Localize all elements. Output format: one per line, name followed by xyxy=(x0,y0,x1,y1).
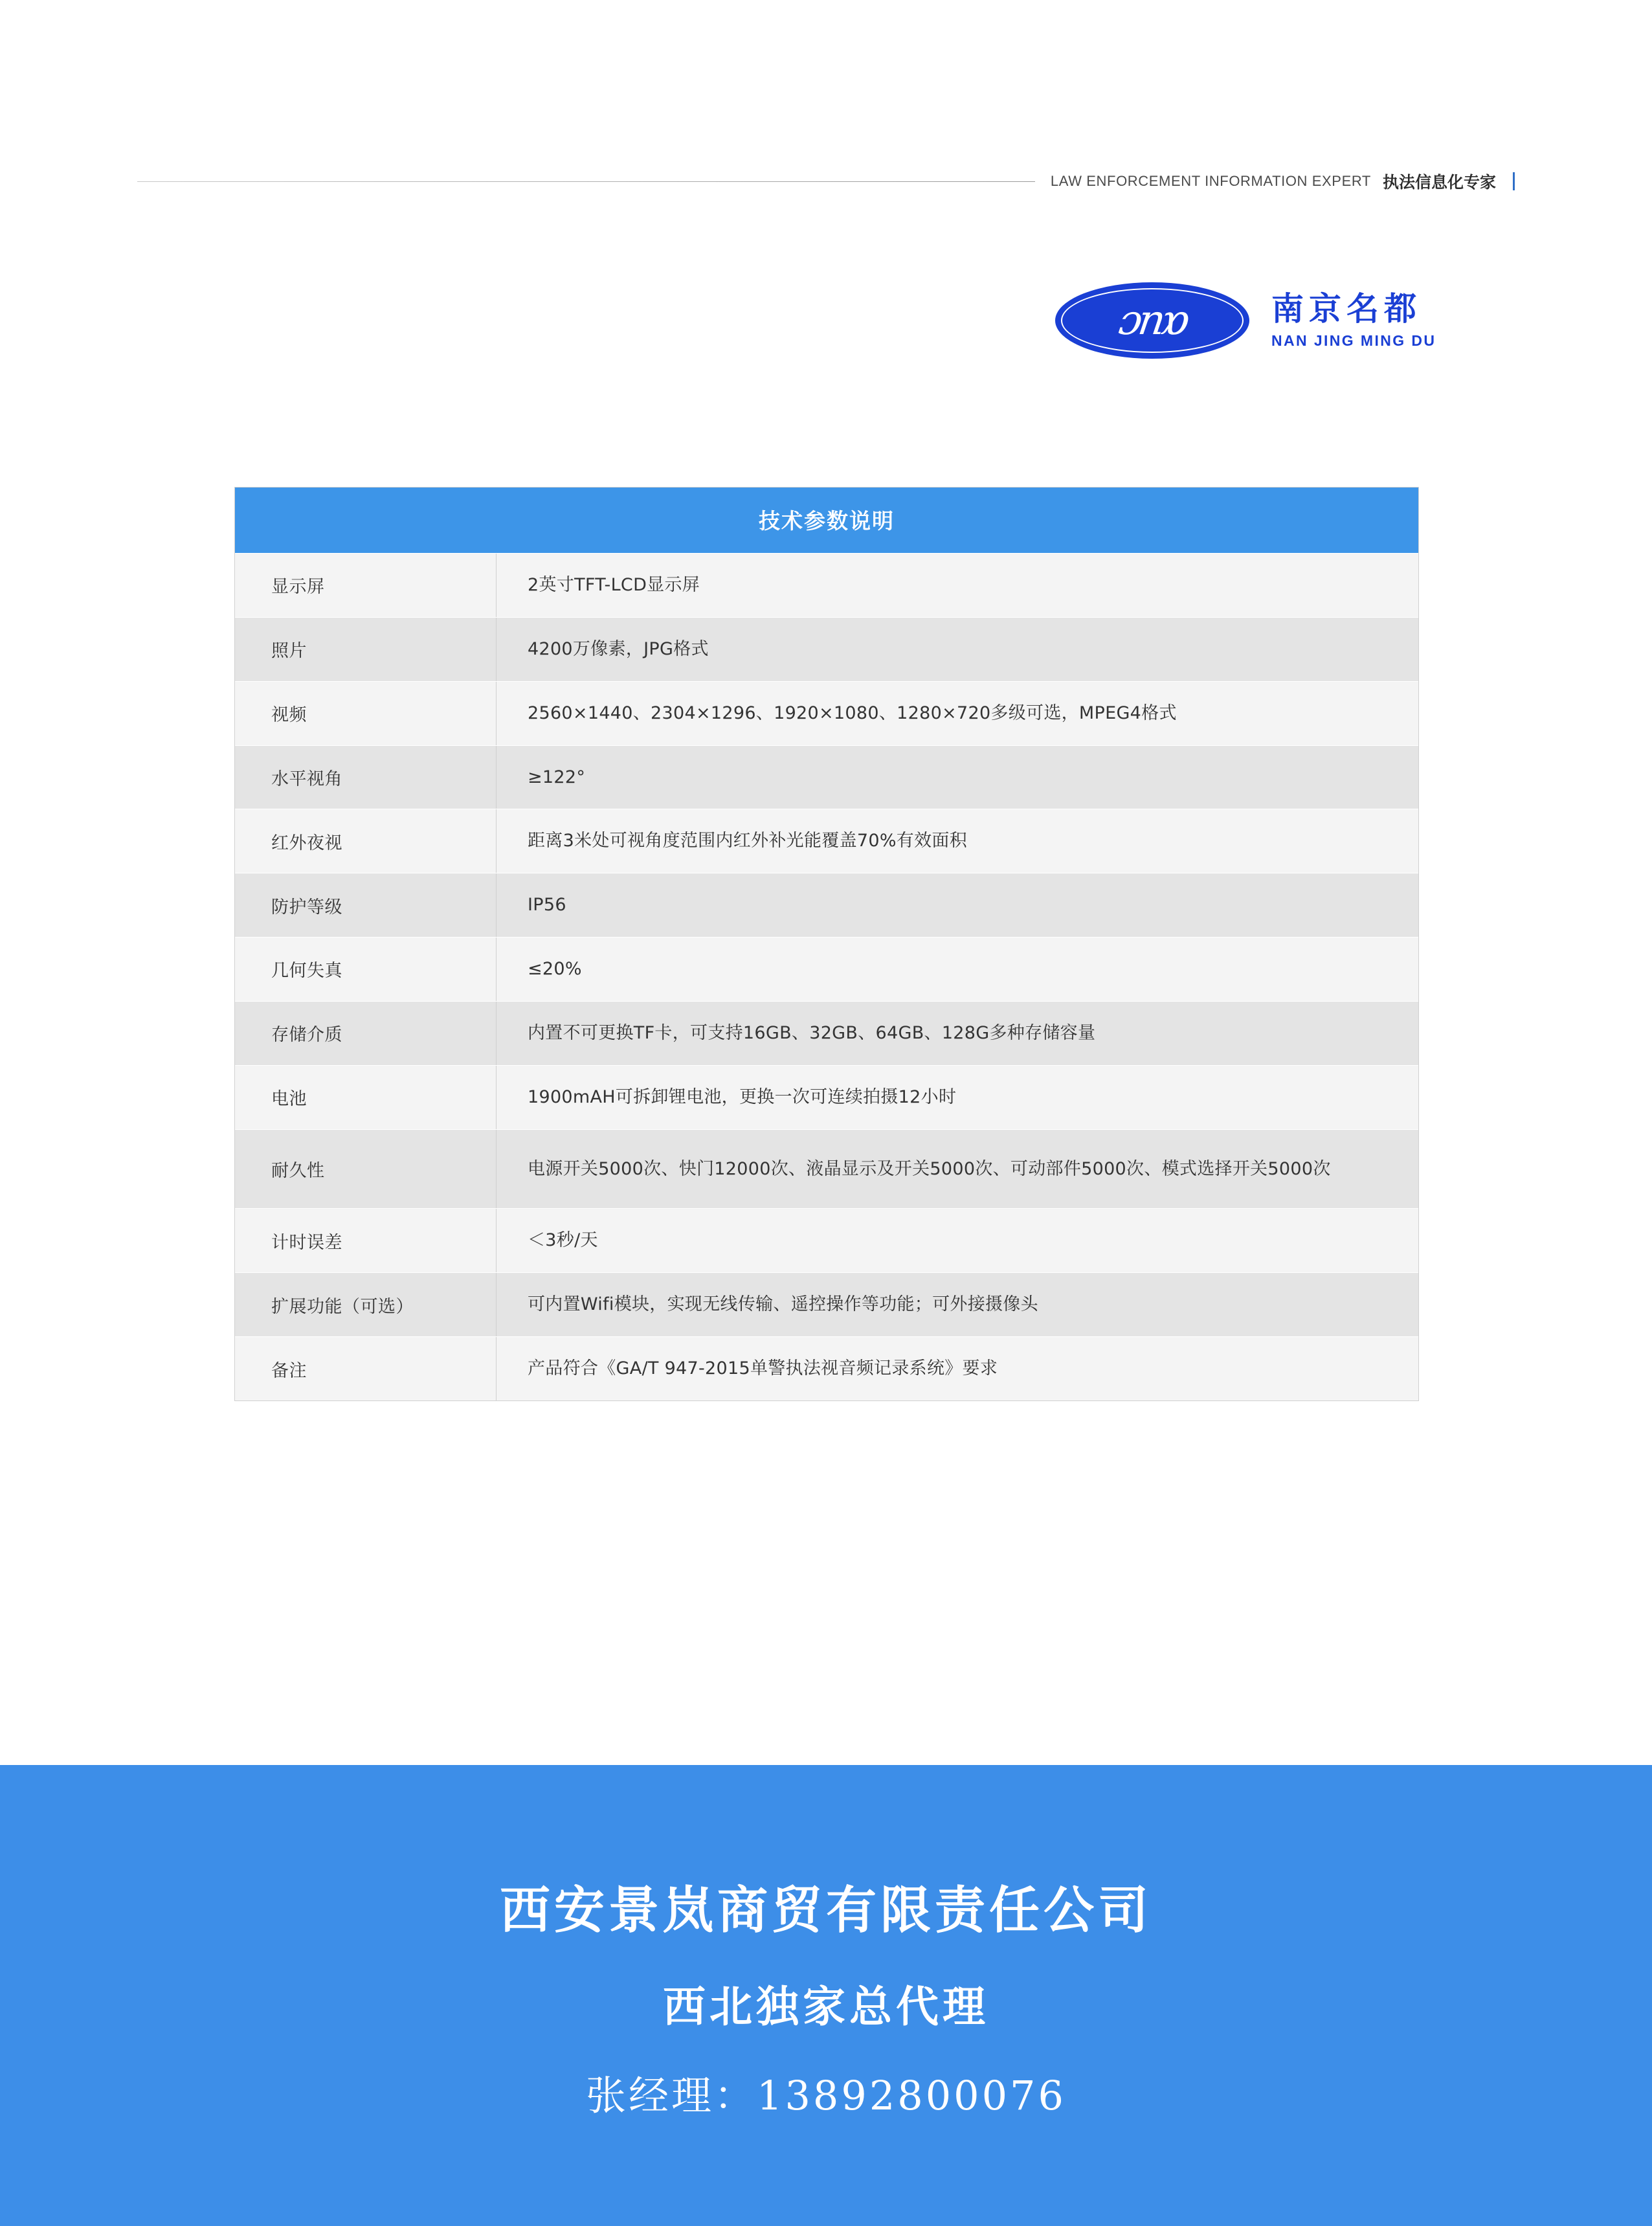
logo-text-block xyxy=(1271,291,1436,350)
logo-pinyin: NAN JING MING DU xyxy=(1271,332,1436,349)
spec-value: 内置不可更换TF卡，可支持16GB、32GB、64GB、128G多种存储容量 xyxy=(528,1022,1096,1043)
spec-key: 防护等级 xyxy=(235,873,497,937)
spec-key: 几何失真 xyxy=(235,938,497,1001)
spec-key: 视频 xyxy=(235,682,497,745)
table-row xyxy=(235,873,1418,937)
footer-banner xyxy=(0,1765,1652,2226)
spec-table-title: 技术参数说明 xyxy=(235,488,1418,553)
spec-value: 产品符合《GA/T 947-2015单警执法视音频记录系统》要求 xyxy=(528,1358,998,1379)
table-row xyxy=(235,617,1418,681)
table-row xyxy=(235,745,1418,809)
logo-monogram: ɔnɒ xyxy=(1115,297,1189,344)
spec-key: 存储介质 xyxy=(235,1002,497,1065)
spec-key: 耐久性 xyxy=(235,1130,497,1209)
spec-key: 红外夜视 xyxy=(235,809,497,873)
spec-key: 备注 xyxy=(235,1337,497,1400)
header-accent-bar xyxy=(1513,172,1515,190)
table-row xyxy=(235,1208,1418,1272)
header-divider-line xyxy=(137,181,1035,182)
header-chinese-tagline: 执法信息化专家 xyxy=(1382,173,1496,192)
table-row xyxy=(235,553,1418,617)
spec-value: 可内置Wifi模块，实现无线传输、遥控操作等功能；可外接摄像头 xyxy=(528,1294,1038,1315)
table-row xyxy=(235,937,1418,1001)
spec-value: ≤20% xyxy=(528,959,582,980)
page-header xyxy=(0,162,1652,201)
brand-logo xyxy=(1055,278,1469,363)
spec-table xyxy=(234,487,1419,1401)
spec-key: 计时误差 xyxy=(235,1209,497,1272)
spec-value: 2英寸TFT-LCD显示屏 xyxy=(528,575,700,595)
spec-key: 电池 xyxy=(235,1066,497,1129)
footer-company-name: 西安景岚商贸有限责任公司 xyxy=(499,1881,1152,1940)
spec-key: 水平视角 xyxy=(235,746,497,809)
spec-key: 显示屏 xyxy=(235,554,497,617)
spec-value: 距离3米处可视角度范围内红外补光能覆盖70%有效面积 xyxy=(528,831,967,851)
table-row xyxy=(235,809,1418,873)
spec-value: 1900mAH可拆卸锂电池，更换一次可连续拍摄12小时 xyxy=(528,1086,957,1107)
spec-value: 4200万像素，JPG格式 xyxy=(528,638,709,659)
table-row xyxy=(235,1336,1418,1400)
table-row xyxy=(235,1065,1418,1129)
spec-key: 扩展功能（可选） xyxy=(235,1273,497,1336)
logo-oval-icon xyxy=(1055,282,1249,359)
table-row xyxy=(235,1129,1418,1209)
table-row xyxy=(235,1001,1418,1065)
table-row xyxy=(235,1272,1418,1336)
spec-key: 照片 xyxy=(235,618,497,681)
spec-value: IP56 xyxy=(528,895,566,916)
logo-chinese-name: 南京名都 xyxy=(1271,290,1422,328)
header-english-tagline: LAW ENFORCEMENT INFORMATION EXPERT xyxy=(1050,173,1371,189)
spec-value: 2560×1440、2304×1296、1920×1080、1280×720多级可选，MPEG4格式 xyxy=(528,703,1177,723)
footer-agency-line: 西北独家总代理 xyxy=(663,1981,989,2032)
table-row xyxy=(235,681,1418,745)
spec-value: ≥122° xyxy=(528,767,586,787)
spec-value: 电源开关5000次、快门12000次、液晶显示及开关5000次、可动部件5000次、模式选择开关5000次 xyxy=(528,1158,1331,1179)
spec-value: ＜3秒/天 xyxy=(528,1230,598,1251)
footer-contact: 张经理：13892800076 xyxy=(586,2072,1066,2119)
